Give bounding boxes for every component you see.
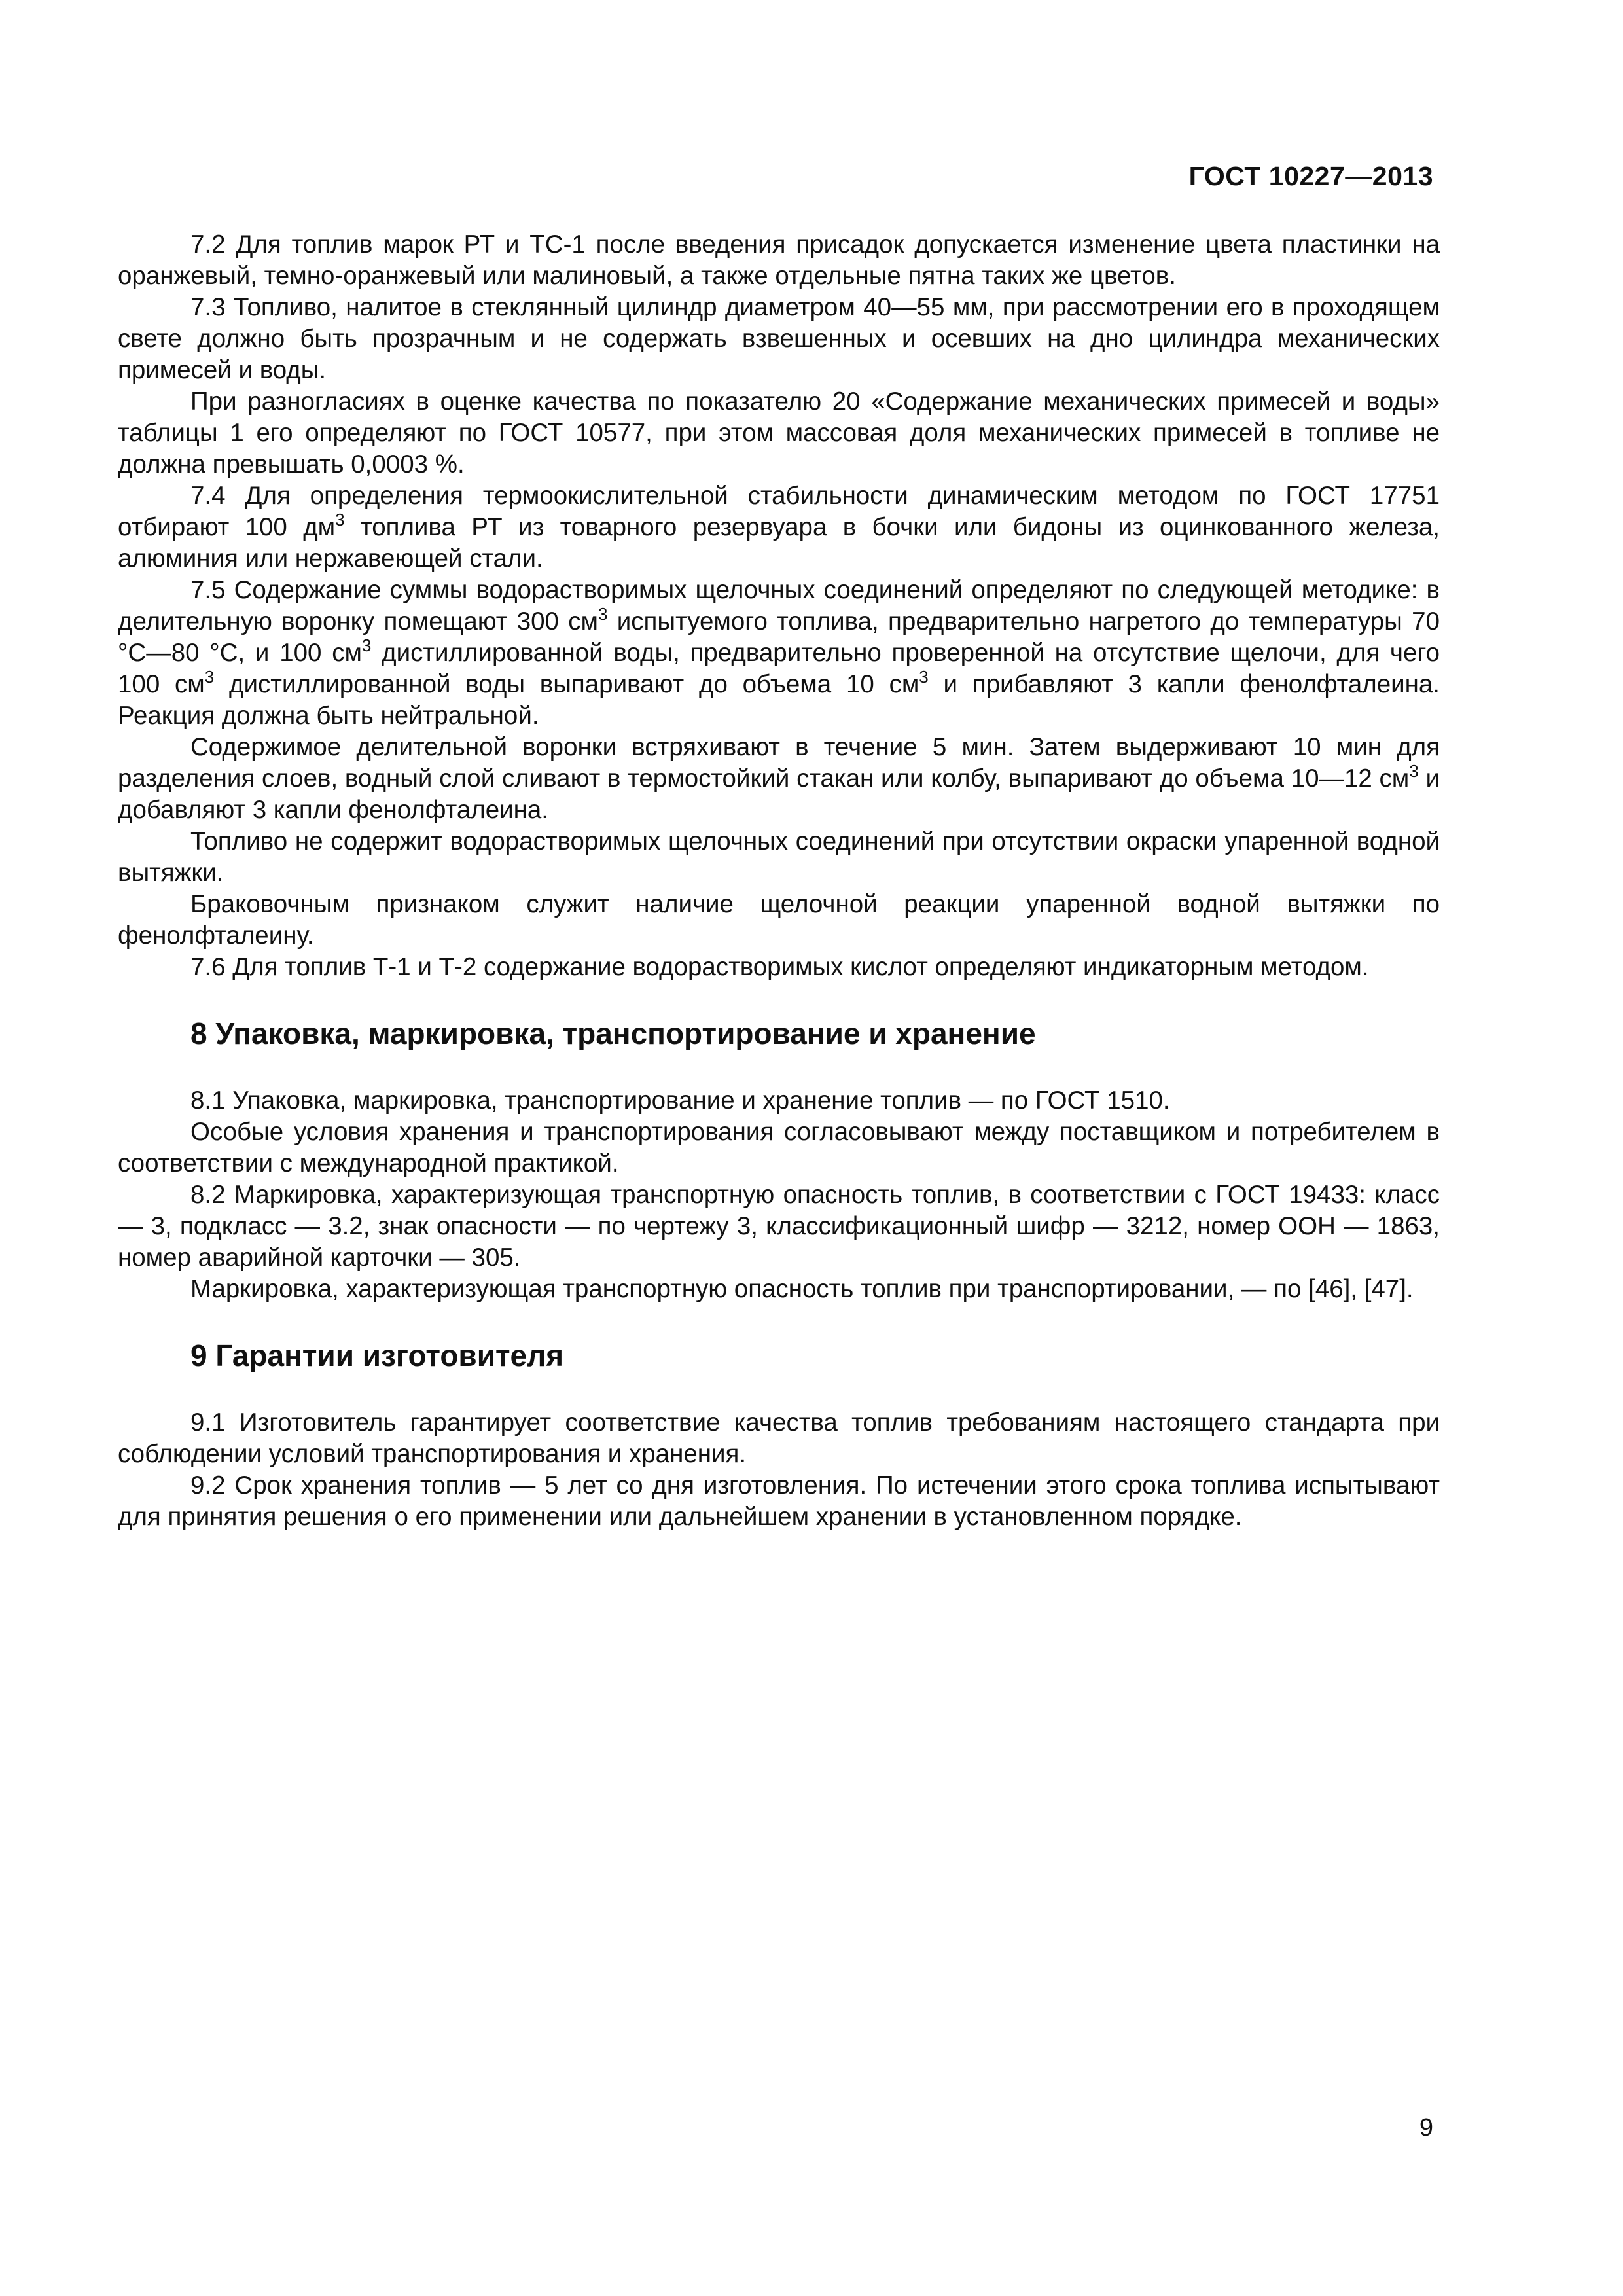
paragraph-7-5-text-a: 7.5 Содержание суммы водорастворимых щелочных соединений определяют по следующей методике: в делительную воронку помещают 300 см <box>118 576 1440 636</box>
paragraph-7-5-text-b: испытуемого топлива, предварительно нагретого до температуры 70 °С—80 °С, и 100 см <box>118 607 1440 667</box>
paragraph-7-6: 7.6 Для топлив Т-1 и Т-2 содержание водорастворимых кислот определяют индикаторным методом. <box>190 953 1369 981</box>
page-content <box>118 229 1440 1533</box>
paragraph-7-5-funnel-text-a: Содержимое делительной воронки встряхивают в течение 5 мин. Затем выдерживают 10 мин для разделения слоев, водный слой сливают в термостойкий стакан или колбу, выпаривают до объема 10—12 см <box>118 733 1440 793</box>
superscript: 3 <box>919 667 929 687</box>
superscript: 3 <box>335 510 345 529</box>
paragraph-7-3-disagreement: При разногласиях в оценке качества по показателю 20 «Содержание механических примесей и воды» таблицы 1 его определяют по ГОСТ 10577, при этом массовая доля механических примесей в топливе не должна превышать 0,0003 %. <box>118 387 1440 478</box>
paragraph-8-1-special-conditions: Особые условия хранения и транспортирования согласовывают между поставщиком и потребителем в соответствии с международной практикой. <box>118 1118 1440 1177</box>
paragraph-9-1: 9.1 Изготовитель гарантирует соответствие качества топлив требованиям настоящего стандарта при соблюдении условий транспортирования и хранения. <box>118 1408 1440 1468</box>
section-9-heading: 9 Гарантии изготовителя <box>190 1338 564 1372</box>
paragraph-7-5-no-alkali: Топливо не содержит водорастворимых щелочных соединений при отсутствии окраски упаренной водной вытяжки. <box>118 827 1440 887</box>
paragraph-7-4-text-b: топлива РТ из товарного резервуара в бочки или бидоны из оцинкованного железа, алюминия или нержавеющей стали. <box>118 513 1440 573</box>
document-id-header: ГОСТ 10227—2013 <box>1188 161 1433 191</box>
superscript: 3 <box>598 604 608 624</box>
paragraph-7-4 <box>118 480 1440 575</box>
page-number: 9 <box>1419 2114 1433 2142</box>
paragraph-7-5-funnel <box>118 732 1440 826</box>
paragraph-7-5 <box>118 575 1440 732</box>
paragraph-7-5-text-e: и прибавляют 3 капли фенолфталеина. Реакция должна быть нейтральной. <box>118 670 1440 730</box>
paragraph-7-3: 7.3 Топливо, налитое в стеклянный цилиндр диаметром 40—55 мм, при рассмотрении его в проходящем свете должно быть прозрачным и не содержать взвешенных и осевших на дно цилиндра механических примесей и воды. <box>118 293 1440 384</box>
section-8-heading: 8 Упаковка, маркировка, транспортирование и хранение <box>190 1016 1036 1050</box>
superscript: 3 <box>361 636 372 655</box>
paragraph-7-4-text-a: 7.4 Для определения термоокислительной стабильности динамическим методом по ГОСТ 17751 отбирают 100 дм <box>118 482 1440 541</box>
paragraph-7-5-text-c: дистиллированной воды, предварительно проверенной на отсутствие щелочи, для чего 100 см <box>118 639 1440 698</box>
paragraph-9-2: 9.2 Срок хранения топлив — 5 лет со дня изготовления. По истечении этого срока топлива испытывают для принятия решения о его применении или дальнейшем хранении в установленном порядке. <box>118 1471 1440 1531</box>
paragraph-7-5-text-d: дистиллированной воды выпаривают до объема 10 см <box>214 670 919 698</box>
paragraph-7-2: 7.2 Для топлив марок РТ и ТС-1 после введения присадок допускается изменение цвета пластинки на оранжевый, темно-оранжевый или малиновый, а также отдельные пятна таких же цветов. <box>118 230 1440 290</box>
paragraph-8-1: 8.1 Упаковка, маркировка, транспортирование и хранение топлив — по ГОСТ 1510. <box>190 1086 1170 1115</box>
superscript: 3 <box>204 667 215 687</box>
paragraph-7-5-rejection: Браковочным признаком служит наличие щелочной реакции упаренной водной вытяжки по фенолфталеину. <box>118 890 1440 950</box>
superscript: 3 <box>1409 761 1419 781</box>
paragraph-8-2: 8.2 Маркировка, характеризующая транспортную опасность топлив, в соответствии с ГОСТ 19433: класс — 3, подкласс — 3.2, знак опасности — по чертежу 3, классификационный шифр — 3212, номер ООН — 1863, номер аварийной карточки — 305. <box>118 1181 1440 1272</box>
paragraph-7-5-funnel-text-b: и добавляют 3 капли фенолфталеина. <box>118 764 1440 824</box>
paragraph-8-2-transport-marking: Маркировка, характеризующая транспортную опасность топлив при транспортировании, — по [46], [47]. <box>190 1275 1414 1303</box>
